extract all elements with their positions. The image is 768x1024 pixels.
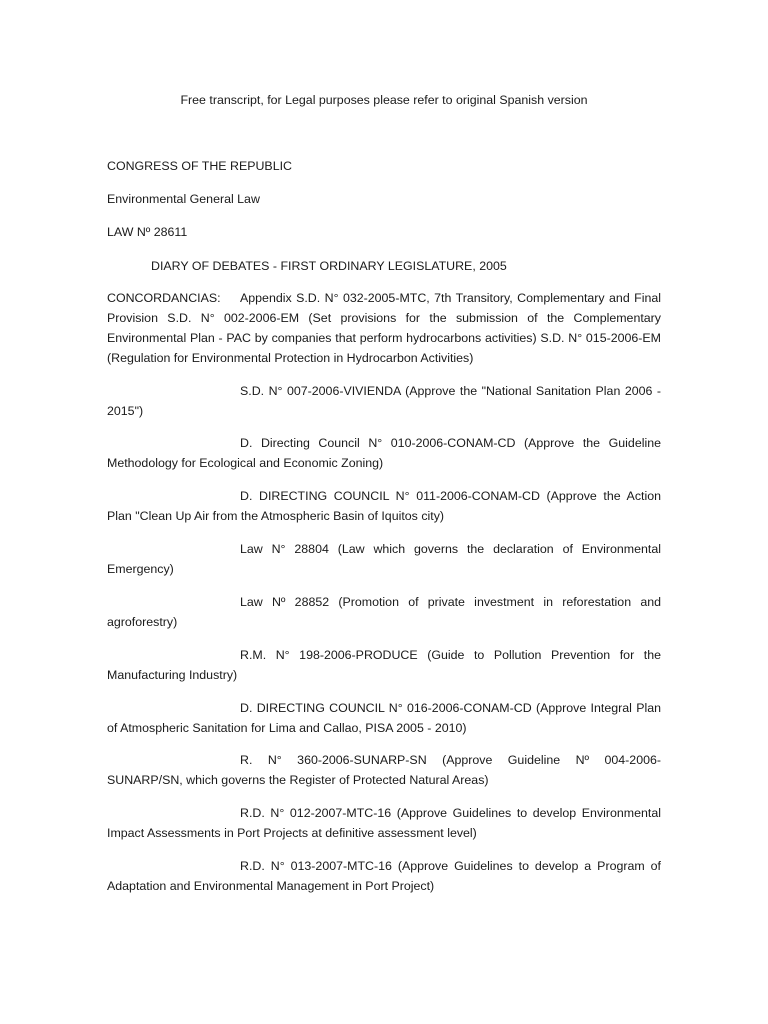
law-title: Environmental General Law	[107, 192, 260, 206]
concordance-entry	[107, 750, 661, 790]
concordancias-text: Appendix S.D. N° 032-2005-MTC, 7th Transitory, Complementary and Final Provision S.D. N° 002-2006-EM (Set provisions for the submission of the Complementary Environmental Plan - PAC by companies that perform hydrocarbons activities) S.D. N° 015-2006-EM (Regulation for Environmental Protection in Hydrocarbon Activities)	[107, 291, 661, 365]
transcript-note: Free transcript, for Legal purposes please refer to original Spanish version	[180, 93, 588, 107]
entry-text: R.M. N° 198-2006-PRODUCE (Guide to Pollution Prevention for the Manufacturing Industry)	[107, 648, 661, 682]
concordance-entry	[107, 803, 661, 843]
entry-text: D. DIRECTING COUNCIL N° 016-2006-CONAM-CD (Approve Integral Plan of Atmospheric Sanitation for Lima and Callao, PISA 2005 - 2010)	[107, 701, 661, 735]
concordance-entry	[107, 645, 661, 685]
law-number: LAW Nº 28611	[107, 225, 188, 239]
entry-text: Law N° 28804 (Law which governs the declaration of Environmental Emergency)	[107, 542, 661, 576]
concordance-entry	[107, 381, 661, 421]
concordance-entry	[107, 539, 661, 579]
entry-text: D. Directing Council N° 010-2006-CONAM-CD (Approve the Guideline Methodology for Ecological and Economic Zoning)	[107, 436, 661, 470]
concordance-entry	[107, 698, 661, 738]
entry-text: S.D. N° 007-2006-VIVIENDA (Approve the "National Sanitation Plan 2006 - 2015")	[107, 384, 661, 418]
congress-heading: CONGRESS OF THE REPUBLIC	[107, 159, 292, 173]
concordance-entry	[107, 592, 661, 632]
entry-text: R. N° 360-2006-SUNARP-SN (Approve Guideline Nº 004-2006-SUNARP/SN, which governs the Register of Protected Natural Areas)	[107, 753, 661, 787]
entry-text: D. DIRECTING COUNCIL N° 011-2006-CONAM-CD (Approve the Action Plan "Clean Up Air from the Atmospheric Basin of Iquitos city)	[107, 489, 661, 523]
concordancias-paragraph	[107, 288, 661, 368]
concordance-entry	[107, 486, 661, 526]
entry-text: R.D. N° 012-2007-MTC-16 (Approve Guidelines to develop Environmental Impact Assessments in Port Projects at definitive assessment level)	[107, 806, 661, 840]
concordancias-label: CONCORDANCIAS:	[107, 291, 221, 305]
diary-of-debates: DIARY OF DEBATES - FIRST ORDINARY LEGISLATURE, 2005	[151, 259, 507, 273]
concordance-entry	[107, 856, 661, 896]
entry-text: Law Nº 28852 (Promotion of private investment in reforestation and agroforestry)	[107, 595, 661, 629]
entry-text: R.D. N° 013-2007-MTC-16 (Approve Guidelines to develop a Program of Adaptation and Environmental Management in Port Project)	[107, 859, 661, 893]
concordance-entry	[107, 433, 661, 473]
